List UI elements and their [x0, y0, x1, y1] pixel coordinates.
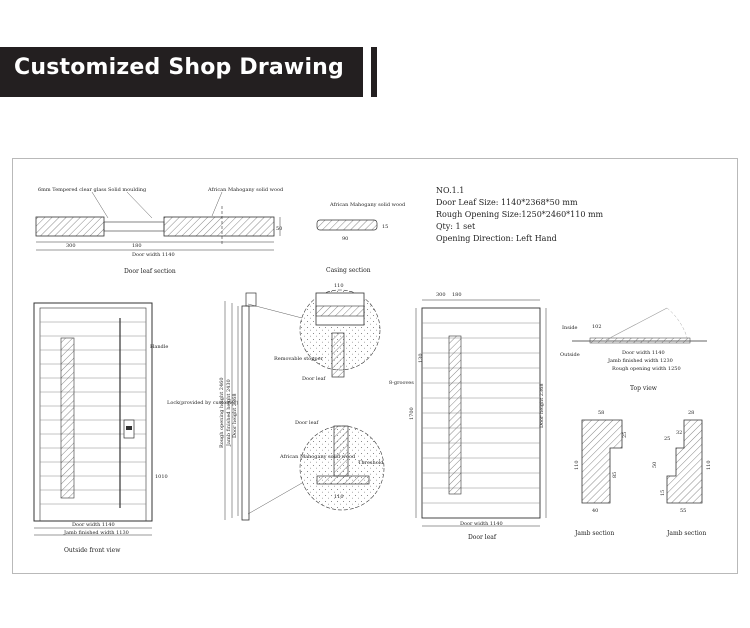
shop-drawing [12, 158, 738, 574]
casing-caption: Casing section [326, 267, 371, 274]
title-banner [0, 47, 363, 97]
casing-dim-110: 110 [334, 283, 344, 289]
leaf-elev-dim-2368: Door height 2368 [539, 383, 545, 428]
stopper-label: Removable stopper [274, 356, 323, 362]
leaf-elev-dim-300: 300 [436, 292, 446, 298]
casing-leaf2-label: Door leaf [295, 420, 319, 426]
door-leaf-caption: Door leaf [468, 534, 497, 541]
inside-label: Inside [562, 325, 578, 331]
spec-block [436, 186, 604, 243]
leaf-label-wood: African Mahogany solid wood [208, 187, 284, 193]
jamb-section-2 [652, 410, 712, 537]
spec-direction: Opening Direction: Left Hand [436, 234, 557, 243]
door-leaf-section [36, 187, 406, 275]
banner-accent-bar [371, 47, 377, 97]
casing-dim-110b: 110 [334, 494, 344, 500]
jamb-height: Jamb finished height 2430 [226, 379, 232, 446]
leaf-dim-width: Door width 1140 [132, 252, 175, 258]
jamb2-caption: Jamb section [667, 530, 707, 537]
leaf-label-moulding: Solid moulding [108, 187, 147, 193]
jamb2-dim-15: 15 [660, 489, 666, 496]
casing-section [248, 267, 384, 514]
top-view-caption: Top view [630, 385, 657, 392]
jamb2-dim-b: 25 [664, 436, 671, 442]
spec-no: NO.1.1 [436, 186, 465, 195]
handle-label: Handle [150, 344, 169, 350]
side-section [219, 293, 256, 520]
jamb2-dim-side: 110 [706, 460, 712, 470]
door-height: Door height 2368 [232, 393, 238, 438]
leaf-elev-dim-width: Door width 1140 [460, 521, 503, 527]
leaf-dim-180: 180 [132, 243, 142, 249]
jamb2-dim-top: 28 [688, 410, 695, 416]
mould-dim-90: 90 [342, 236, 349, 242]
jamb1-dim-top: 58 [598, 410, 605, 416]
outside-front-view [34, 303, 238, 554]
front-dim-1010: 1010 [155, 474, 168, 480]
top-dim-102: 102 [592, 324, 602, 330]
jamb1-caption: Jamb section [575, 530, 615, 537]
top-dim-jamb: Jamb finished width 1230 [608, 358, 673, 364]
grooves-label: 8-grooves [389, 380, 414, 386]
spec-opening-size: Rough Opening Size:1250*2460*110 mm [436, 210, 604, 219]
top-dim-rough: Rough opening width 1250 [612, 366, 681, 372]
jamb2-dim-a: 32 [676, 430, 683, 436]
lock-label: Lock(provided by customer) [167, 400, 239, 406]
jamb-section-1 [574, 410, 628, 537]
leaf-elev-dim-180: 180 [452, 292, 462, 298]
mould-dim-15: 15 [382, 224, 389, 230]
door-leaf-elevation [389, 292, 546, 541]
spec-leaf-size: Door Leaf Size: 1140*2368*50 mm [436, 198, 578, 207]
jamb2-dim-50: 50 [652, 461, 658, 468]
leaf-elev-dim-130: 130 [418, 353, 424, 363]
jamb1-dim-bottom: 40 [592, 508, 599, 514]
jamb1-dim-side: 110 [574, 460, 580, 470]
leaf-elev-dim-1700: 1700 [409, 407, 415, 420]
spec-qty: Qty: 1 set [436, 222, 476, 231]
casing-leaf-label: Door leaf [302, 376, 326, 382]
leaf-section-caption: Door leaf section [124, 268, 176, 275]
casing-mahogany-label: African Mahogany solid wood [280, 454, 356, 460]
leaf-label-glass: 6mm Tempered clear glass [38, 187, 107, 193]
mahogany-label: African Mahogany solid wood [330, 202, 406, 208]
threshold-label: Threshold [358, 460, 384, 466]
jamb1-dim-25: 25 [622, 431, 628, 438]
leaf-dim-50: 50 [276, 226, 283, 232]
rough-height: Rough opening height 2460 [219, 377, 225, 448]
top-view [560, 308, 707, 392]
leaf-dim-300: 300 [66, 243, 76, 249]
jamb2-dim-bottom: 55 [680, 508, 687, 514]
top-dim-door: Door width 1140 [622, 350, 665, 356]
outside-label: Outside [560, 352, 580, 358]
front-view-caption: Outside front view [64, 547, 121, 554]
front-dim-width: Door width 1140 [72, 522, 115, 528]
front-dim-jamb: Jamb finished width 1130 [64, 530, 129, 536]
jamb1-dim-85: 85 [612, 471, 618, 478]
page-title: Customized Shop Drawing [14, 55, 344, 80]
